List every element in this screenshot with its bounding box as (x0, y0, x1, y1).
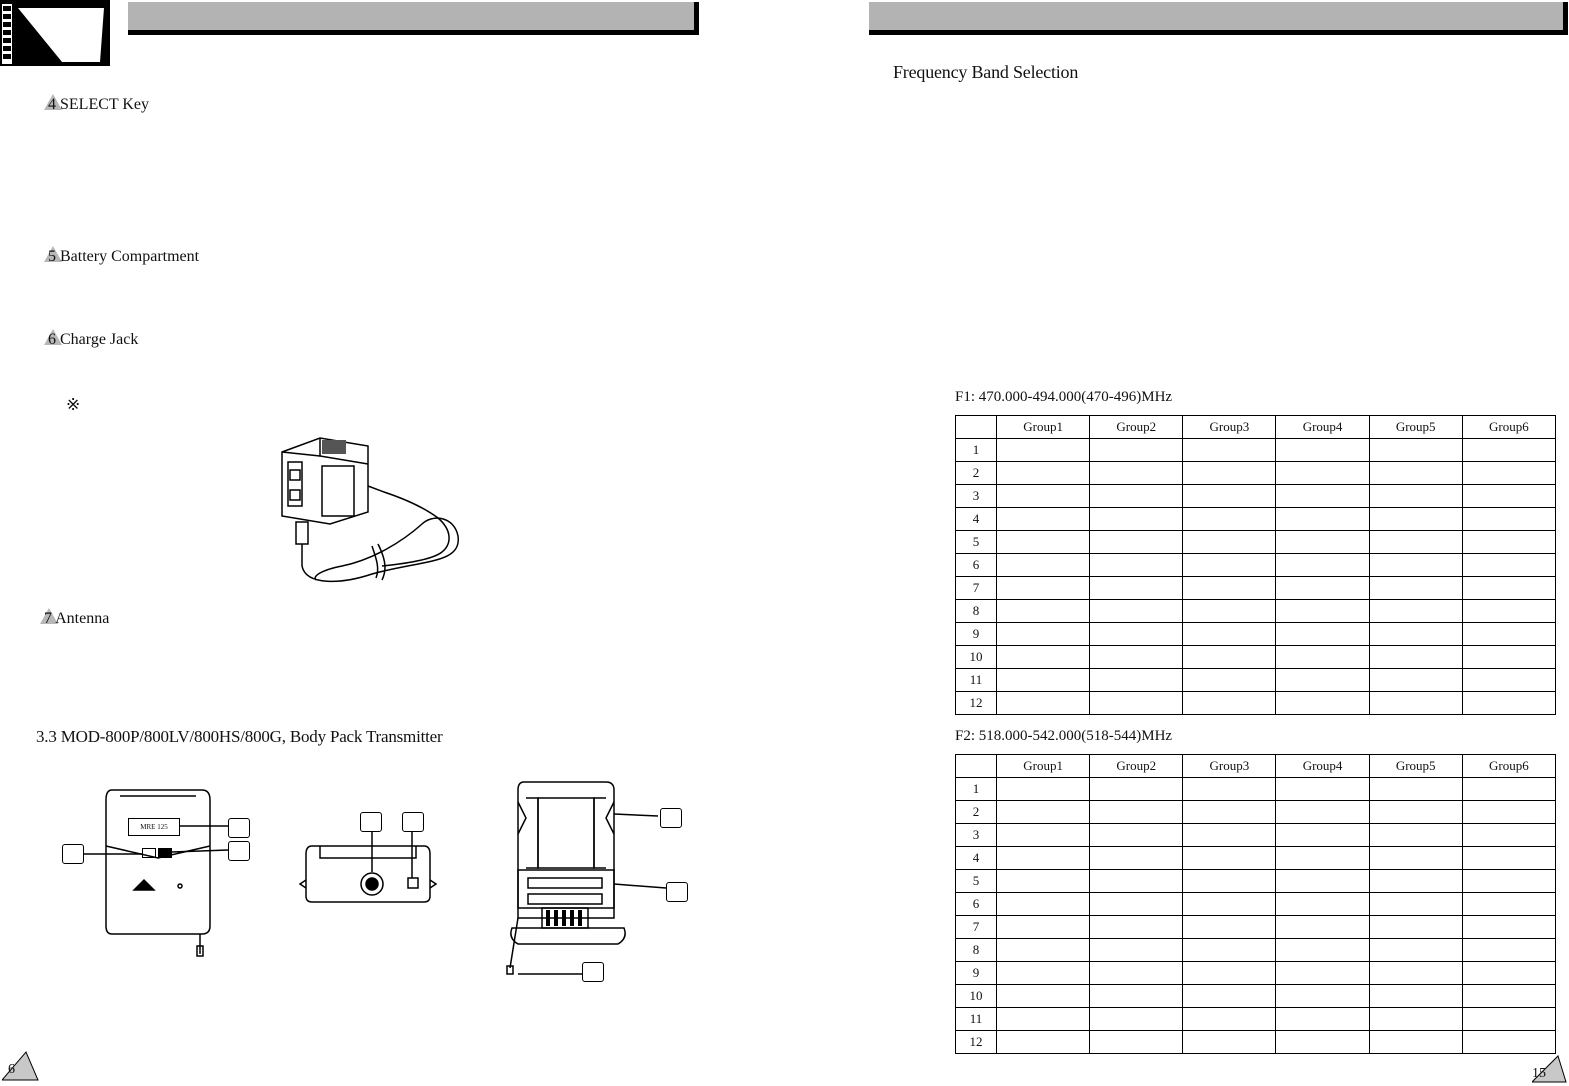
section-number: 7 (44, 610, 52, 627)
row-number: 10 (956, 646, 997, 669)
table-cell (1462, 439, 1555, 462)
table-cell (997, 623, 1090, 646)
column-header: Group6 (1462, 416, 1555, 439)
table-cell (997, 801, 1090, 824)
note-mark: ※ (66, 395, 81, 414)
table-cell (1276, 577, 1369, 600)
table-cell (1276, 939, 1369, 962)
table-cell (1090, 669, 1183, 692)
table-cell (1276, 962, 1369, 985)
table-cell (997, 646, 1090, 669)
row-number: 7 (956, 577, 997, 600)
table-cell (1369, 1031, 1462, 1054)
table-cell (1276, 847, 1369, 870)
table-cell (1090, 939, 1183, 962)
row-number: 12 (956, 1031, 997, 1054)
table-row (956, 439, 1556, 462)
table-cell (1183, 1008, 1276, 1031)
left-page-number: 6 (8, 1062, 15, 1077)
table-cell (1183, 962, 1276, 985)
table-cell (1369, 554, 1462, 577)
page-title: Frequency Band Selection (893, 62, 1079, 82)
device-display: MRE 125 (128, 818, 180, 836)
column-header: Group1 (997, 416, 1090, 439)
table-cell (1462, 893, 1555, 916)
table-row (956, 600, 1556, 623)
right-header-bar (869, 2, 1568, 35)
table-cell (997, 508, 1090, 531)
table-cell (997, 985, 1090, 1008)
table-cell (1462, 600, 1555, 623)
table-cell (1090, 893, 1183, 916)
table-cell (1183, 916, 1276, 939)
table-cell (997, 962, 1090, 985)
table-cell (1462, 531, 1555, 554)
table-row (956, 554, 1556, 577)
table-cell (1183, 600, 1276, 623)
transmitter-front-drawing (60, 786, 260, 966)
table-cell (1369, 692, 1462, 715)
table-row (956, 801, 1556, 824)
table-cell (997, 939, 1090, 962)
table-cell (1369, 577, 1462, 600)
table-cell (1276, 554, 1369, 577)
table-cell (1276, 916, 1369, 939)
table-cell (1462, 962, 1555, 985)
table-cell (1462, 554, 1555, 577)
table-cell (997, 577, 1090, 600)
table-cell (1183, 824, 1276, 847)
row-number: 6 (956, 893, 997, 916)
table-cell (1090, 646, 1183, 669)
device-button (142, 848, 156, 858)
table-cell (1090, 1031, 1183, 1054)
table-cell (1276, 531, 1369, 554)
section-title: SELECT Key (60, 96, 150, 113)
table-cell (1090, 485, 1183, 508)
section-heading-battery-compartment (48, 248, 199, 266)
section-title: Charge Jack (60, 331, 139, 348)
table-cell (1183, 623, 1276, 646)
table-cell (1276, 778, 1369, 801)
column-header: Group3 (1183, 755, 1276, 778)
row-number: 1 (956, 439, 997, 462)
table-cell (1369, 870, 1462, 893)
table-cell (1276, 1008, 1369, 1031)
frequency-table-f2 (955, 754, 1556, 1054)
table-cell (1462, 646, 1555, 669)
table-row (956, 985, 1556, 1008)
section-number: 5 (48, 248, 56, 265)
table-cell (1090, 439, 1183, 462)
table-row (956, 1008, 1556, 1031)
table-row (956, 824, 1556, 847)
row-number: 4 (956, 508, 997, 531)
table-cell (1090, 962, 1183, 985)
column-header: Group6 (1462, 755, 1555, 778)
table-caption: F1: 470.000-494.000(470-496)MHz (955, 389, 1173, 405)
table-cell (1369, 893, 1462, 916)
corner-logo-icon (0, 0, 112, 68)
table-cell (1090, 600, 1183, 623)
table-cell (997, 531, 1090, 554)
row-number: 5 (956, 531, 997, 554)
table-cell (1276, 801, 1369, 824)
table-cell (1369, 939, 1462, 962)
table-caption: F2: 518.000-542.000(518-544)MHz (955, 728, 1173, 744)
table-cell (1183, 508, 1276, 531)
table-cell (1183, 439, 1276, 462)
table-row (956, 847, 1556, 870)
table-cell (1369, 623, 1462, 646)
table-cell (1183, 847, 1276, 870)
column-header: Group2 (1090, 416, 1183, 439)
table-cell (997, 692, 1090, 715)
table-cell (1369, 778, 1462, 801)
table-cell (1090, 1008, 1183, 1031)
table-row (956, 962, 1556, 985)
table-cell (1276, 462, 1369, 485)
table-cell (997, 1031, 1090, 1054)
device-select-button (158, 848, 172, 858)
table-row (956, 462, 1556, 485)
section-title: Battery Compartment (60, 248, 200, 265)
table-row (956, 893, 1556, 916)
callout-box (228, 841, 250, 861)
table-cell (1462, 577, 1555, 600)
section-title: Antenna (55, 610, 110, 627)
table-cell (1462, 508, 1555, 531)
table-cell (1369, 646, 1462, 669)
table-cell (997, 847, 1090, 870)
table-cell (997, 893, 1090, 916)
table-cell (1276, 1031, 1369, 1054)
table-cell (1462, 692, 1555, 715)
table-cell (1462, 985, 1555, 1008)
table-cell (997, 778, 1090, 801)
row-number: 4 (956, 847, 997, 870)
column-header: Group5 (1369, 416, 1462, 439)
column-header: Group4 (1276, 755, 1369, 778)
section-number: 6 (48, 331, 56, 348)
table-cell (1462, 847, 1555, 870)
transmitter-front-illustration (60, 786, 260, 966)
table-row (956, 646, 1556, 669)
callout-box (360, 812, 382, 832)
row-number: 2 (956, 462, 997, 485)
table-row (956, 485, 1556, 508)
table-cell (1276, 600, 1369, 623)
subsection-title: 3.3 MOD-800P/800LV/800HS/800G, Body Pack Transmitter (36, 727, 443, 746)
section-heading-antenna (44, 610, 109, 628)
table-cell (997, 554, 1090, 577)
table-cell (1090, 531, 1183, 554)
table-row (956, 623, 1556, 646)
table-cell (1369, 462, 1462, 485)
table-cell (1462, 824, 1555, 847)
transmitter-back-illustration (498, 778, 698, 988)
table-cell (1369, 916, 1462, 939)
table-cell (1369, 439, 1462, 462)
table-cell (997, 485, 1090, 508)
row-number: 9 (956, 623, 997, 646)
callout-box (660, 808, 682, 828)
table-cell (1276, 646, 1369, 669)
transmitter-top-illustration (298, 810, 438, 910)
row-number: 2 (956, 801, 997, 824)
callout-box (62, 844, 84, 864)
table-body (956, 778, 1556, 1054)
column-header: Group2 (1090, 755, 1183, 778)
table-cell (1183, 646, 1276, 669)
table-row (956, 692, 1556, 715)
table-cell (1183, 485, 1276, 508)
table-cell (1183, 462, 1276, 485)
table-cell (1276, 824, 1369, 847)
table-cell (1183, 554, 1276, 577)
table-cell (1276, 893, 1369, 916)
table-cell (1090, 824, 1183, 847)
row-number: 3 (956, 485, 997, 508)
callout-box (402, 812, 424, 832)
table-cell (1090, 554, 1183, 577)
table-row (956, 870, 1556, 893)
frequency-table-f1 (955, 415, 1556, 715)
table-cell (1276, 623, 1369, 646)
table-header-row (956, 416, 1556, 439)
column-header: Group1 (997, 755, 1090, 778)
table-row (956, 508, 1556, 531)
table-cell (997, 600, 1090, 623)
table-cell (1276, 669, 1369, 692)
row-number: 3 (956, 824, 997, 847)
table-cell (1183, 669, 1276, 692)
row-number: 8 (956, 600, 997, 623)
table-cell (1369, 962, 1462, 985)
table-cell (1276, 870, 1369, 893)
row-number: 9 (956, 962, 997, 985)
table-cell (1462, 623, 1555, 646)
table-cell (997, 439, 1090, 462)
table-cell (1369, 847, 1462, 870)
table-cell (997, 462, 1090, 485)
table-cell (1369, 669, 1462, 692)
table-row (956, 531, 1556, 554)
row-number: 7 (956, 916, 997, 939)
table-cell (1369, 985, 1462, 1008)
table-body (956, 439, 1556, 715)
table-cell (1276, 692, 1369, 715)
table-cell (1462, 1031, 1555, 1054)
table-row (956, 916, 1556, 939)
table-row (956, 778, 1556, 801)
section-number: 4 (48, 96, 56, 113)
table-cell (1090, 692, 1183, 715)
column-header: Group3 (1183, 416, 1276, 439)
column-header: Group5 (1369, 755, 1462, 778)
column-header: Group4 (1276, 416, 1369, 439)
table-cell (997, 916, 1090, 939)
section-heading-charge-jack (48, 331, 138, 349)
table-cell (1183, 893, 1276, 916)
corner-cell (956, 755, 997, 778)
table-cell (1462, 778, 1555, 801)
table-cell (1183, 778, 1276, 801)
right-page-number: 15 (1532, 1066, 1546, 1081)
section-heading-select-key (48, 96, 149, 114)
row-number: 11 (956, 1008, 997, 1031)
table-cell (1462, 1008, 1555, 1031)
table-cell (997, 1008, 1090, 1031)
table-cell (1369, 824, 1462, 847)
callout-box (228, 818, 250, 838)
table-cell (1090, 985, 1183, 1008)
table-cell (1462, 939, 1555, 962)
table-cell (1462, 485, 1555, 508)
table-cell (997, 669, 1090, 692)
table-cell (1090, 508, 1183, 531)
left-header-bar (128, 2, 699, 35)
table-cell (1183, 692, 1276, 715)
table-cell (1369, 508, 1462, 531)
table-cell (1183, 985, 1276, 1008)
table-cell (1369, 531, 1462, 554)
callout-box (582, 962, 604, 982)
row-number: 10 (956, 985, 997, 1008)
table-cell (1462, 916, 1555, 939)
table-row (956, 577, 1556, 600)
table-cell (1183, 1031, 1276, 1054)
table-cell (1183, 577, 1276, 600)
table-cell (1183, 870, 1276, 893)
table-cell (1462, 801, 1555, 824)
table-cell (1276, 508, 1369, 531)
table-cell (1276, 985, 1369, 1008)
row-number: 5 (956, 870, 997, 893)
table-cell (997, 824, 1090, 847)
table-cell (1090, 623, 1183, 646)
table-cell (1462, 870, 1555, 893)
row-number: 11 (956, 669, 997, 692)
table-cell (1369, 801, 1462, 824)
table-cell (1369, 1008, 1462, 1031)
table-cell (1183, 801, 1276, 824)
row-number: 12 (956, 692, 997, 715)
table-cell (1090, 778, 1183, 801)
table-row (956, 669, 1556, 692)
table-row (956, 939, 1556, 962)
power-adapter-illustration (272, 436, 464, 590)
row-number: 8 (956, 939, 997, 962)
table-cell (1462, 462, 1555, 485)
table-cell (1462, 669, 1555, 692)
table-cell (1090, 847, 1183, 870)
callout-box (666, 882, 688, 902)
table-cell (1276, 485, 1369, 508)
table-cell (1090, 916, 1183, 939)
table-cell (997, 870, 1090, 893)
table-cell (1090, 870, 1183, 893)
table-cell (1090, 577, 1183, 600)
table-cell (1276, 439, 1369, 462)
table-cell (1183, 939, 1276, 962)
table-cell (1369, 600, 1462, 623)
table-cell (1369, 485, 1462, 508)
table-cell (1090, 462, 1183, 485)
table-cell (1183, 531, 1276, 554)
table-header-row (956, 755, 1556, 778)
corner-cell (956, 416, 997, 439)
row-number: 6 (956, 554, 997, 577)
table-row (956, 1031, 1556, 1054)
table-cell (1090, 801, 1183, 824)
row-number: 1 (956, 778, 997, 801)
